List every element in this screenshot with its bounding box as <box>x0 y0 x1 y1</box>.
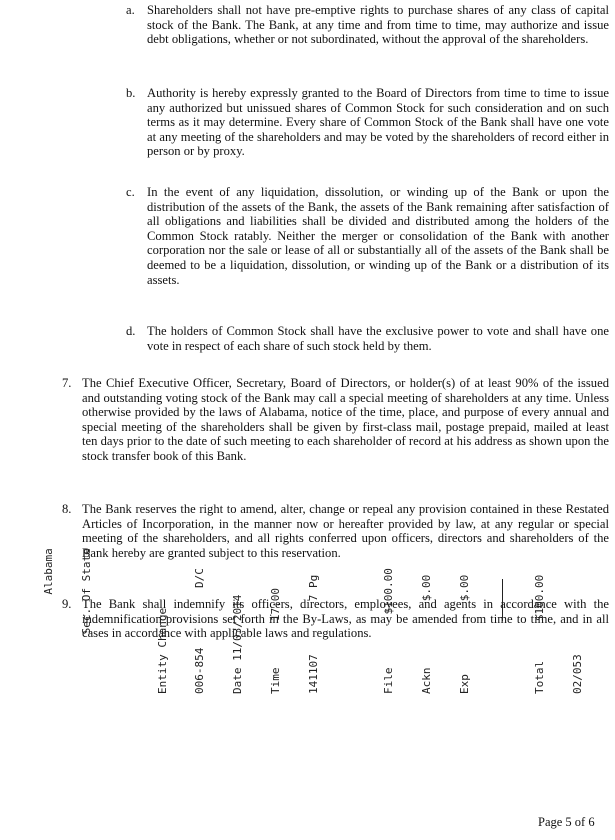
page-number: Page 5 of 6 <box>538 815 595 829</box>
stamp-line: Time 17:00 <box>268 588 282 694</box>
stamp-line: File $100.00 <box>382 568 396 694</box>
stamp-line: Alabama <box>42 548 56 694</box>
item-c-label: c. <box>126 185 135 199</box>
stamp-line: 141107 7 Pg <box>306 574 320 694</box>
item-a-label: a. <box>126 3 135 17</box>
stamp-line: Total $100.00 <box>533 574 547 694</box>
stamp-line: Ackn $.00 <box>420 574 433 694</box>
stamp-line: Date 11/03/2014 <box>231 594 245 694</box>
item-d-text: The holders of Common Stock shall have the exclusive power to vote and shall have one vote in respect of each share of such stock held by them. <box>147 324 609 353</box>
stamp-line: 006-854 D/C <box>193 568 207 694</box>
item-d-label: d. <box>126 324 136 338</box>
item-9-label: 9. <box>62 597 72 611</box>
item-b-text: Authority is hereby expressly granted to the Board of Directors from time to time to issue any authorized but unissued shares of Common Stock for such consideration and on such terms as it may determine. Every share of Common Stock of the Bank shall have one vote at any meeting of the shareholders and may be voted by the shareholders of record either in person or by proxy. <box>147 86 609 159</box>
stamp-line: Entity Change <box>155 607 169 694</box>
item-9-text: The Bank shall indemnify its officers, directors, employees, and agents in accordance with the indemnification provisions set forth in the By-Laws, as may be amended from time to time, and in all cases in accordance with applicable laws and regulations. <box>82 597 609 641</box>
stamp-line: Exp $.00 <box>457 574 471 694</box>
stamp-line <box>345 548 358 694</box>
stamp-line: 02/053 <box>571 654 585 694</box>
item-a-text: Shareholders shall not have pre-emptive rights to purchase shares of any class of capital stock of the Bank. The Bank, at any time and from time to time, may authorize and issue debt obligations, whether or not subordinated, without the approval of the shareholders. <box>147 3 609 47</box>
item-8-text: The Bank reserves the right to amend, alter, change or repeal any provision contained in these Restated Articles of Incorporation, in the manner now or hereafter provided by law, at any regular or special meeting of the shareholders, and all rights conferred upon officers, directors and shareholders of the Bank hereby are granted subject to this reservation. <box>82 502 609 560</box>
item-c-text: In the event of any liquidation, dissolution, or winding up of the Bank or upon the distribution of the assets of the Bank, the assets of the Bank remaining after satisfaction of all obligations and liabilities shall be divided and distributed among the holders of the Common Stock ratably. Neither the merger or consolidation of the Bank with another corporation nor the sale or lease of all or substantially all of the assets of the Bank shall be deemed to be a liquidation, dissolution, or winding up of the Bank or a distribution of its assets. <box>147 185 609 287</box>
stamp-divider <box>497 548 510 694</box>
stamp-line: Sec. Of State <box>79 548 93 694</box>
item-7-text: The Chief Executive Officer, Secretary, Board of Directors, or holder(s) of at least 90% of the issued and outstanding voting stock of the Bank may call a special meeting of shareholders at any time. Unless otherwise provided by the laws of Alabama, notice of the time, place, and purpose of every annual and special meeting of the shareholders shall be given by first-class mail, postage prepaid, mailed at least ten days prior to the date of such meeting to each shareholder of record at his address as shown upon the stock transfer book of this Bank. <box>82 376 609 463</box>
item-8-label: 8. <box>62 502 72 516</box>
item-b-label: b. <box>126 86 136 100</box>
filing-stamp <box>18 548 597 694</box>
item-7-label: 7. <box>62 376 72 390</box>
stamp-line <box>119 548 132 694</box>
